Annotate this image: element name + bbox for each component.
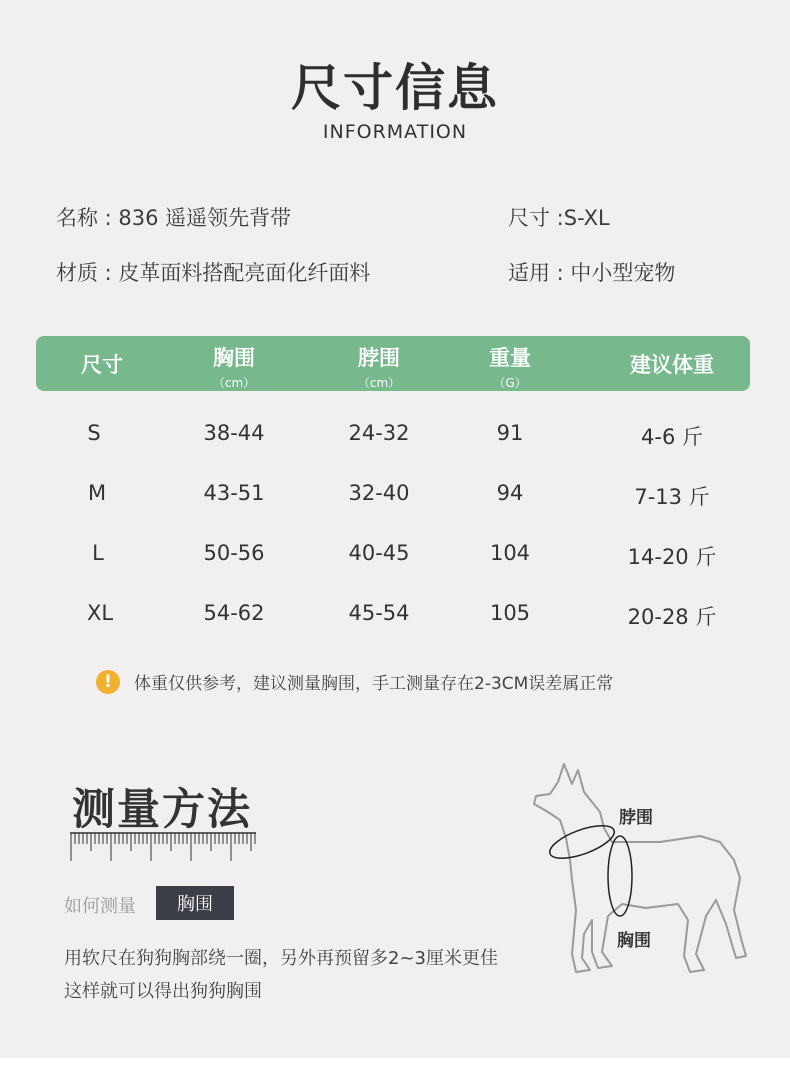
ruler-icon	[70, 832, 260, 864]
table-cell: XL	[86, 601, 114, 625]
table-cell: 4-6 斤	[641, 425, 703, 449]
weight-note	[96, 669, 613, 694]
page-subtitle: INFORMATION	[322, 121, 468, 143]
chest-label: 胸围	[617, 931, 651, 951]
page-title: 尺寸信息	[291, 59, 499, 117]
header-suggested-weight-label: 建议体重	[630, 353, 714, 377]
size-table-header	[36, 336, 750, 391]
table-cell: 45-54	[348, 601, 410, 625]
table-cell: S	[87, 421, 101, 445]
chest-chip: 胸围	[156, 886, 234, 920]
table-cell: 14-20 斤	[627, 545, 717, 569]
desc-line-1: 用软尺在狗狗胸部绕一圈，另外再预留多2~3厘米更佳	[64, 948, 498, 969]
how-to-measure-label: 如何测量	[64, 896, 136, 917]
header-chest-unit: （cm）	[212, 376, 256, 390]
table-cell: 104	[489, 541, 531, 565]
product-size-range: 尺寸 :S-XL	[508, 206, 610, 230]
header-size-label: 尺寸	[81, 353, 123, 377]
table-cell: 105	[489, 601, 531, 625]
table-cell: 32-40	[348, 481, 410, 505]
table-cell: L	[92, 541, 104, 565]
table-cell: 50-56	[203, 541, 265, 565]
measure-title: 测量方法	[72, 785, 252, 835]
table-cell: 43-51	[203, 481, 265, 505]
header-weight	[450, 342, 570, 391]
table-cell: 54-62	[203, 601, 265, 625]
header-neck-unit: （cm）	[357, 376, 401, 390]
product-suitable: 适用 : 中小型宠物	[508, 261, 676, 285]
product-material: 材质 : 皮革面料搭配亮面化纤面料	[56, 261, 371, 285]
table-cell: 38-44	[203, 421, 265, 445]
header-size	[50, 349, 154, 379]
bottom-strip	[0, 1058, 790, 1080]
header-suggested-weight	[612, 349, 732, 379]
note-text: 体重仅供参考，建议测量胸围，手工测量存在2-3CM误差属正常	[134, 674, 614, 694]
neck-label: 脖围	[619, 808, 653, 828]
table-cell: 94	[496, 481, 524, 505]
header-neck-label: 脖围	[358, 346, 400, 370]
table-cell: 91	[496, 421, 524, 445]
table-cell: M	[87, 481, 107, 505]
table-cell: 24-32	[348, 421, 410, 445]
header-weight-label: 重量	[489, 346, 531, 370]
product-name: 名称 : 836 遥遥领先背带	[56, 206, 292, 230]
warning-icon: !	[96, 670, 120, 694]
table-cell: 40-45	[348, 541, 410, 565]
header-chest	[174, 342, 294, 391]
header-neck	[319, 342, 439, 391]
desc-line-2: 这样就可以得出狗狗胸围	[64, 981, 262, 1002]
table-cell: 20-28 斤	[627, 605, 717, 629]
measure-description	[64, 942, 498, 1008]
table-cell: 7-13 斤	[634, 485, 710, 509]
header-chest-label: 胸围	[213, 346, 255, 370]
header-weight-unit: （G）	[493, 376, 527, 390]
